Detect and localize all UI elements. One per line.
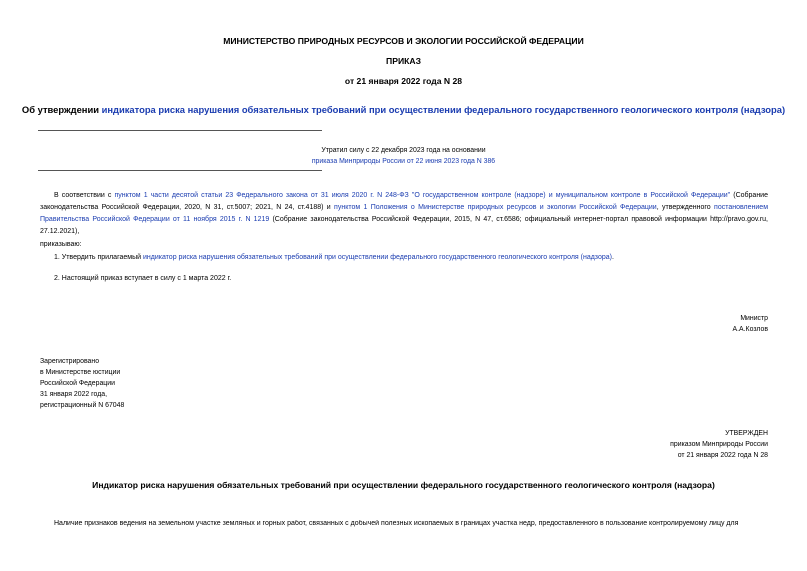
- preamble-paragraph: [40, 190, 768, 238]
- preamble-text: (Собрание законодательства Российской Федерации, 2020, N 31, ст.5007; 2021, N 24, ст.4188) и: [40, 192, 768, 211]
- doc-type: ПРИКАЗ: [386, 56, 421, 66]
- preamble-text: В соответствии с: [54, 192, 115, 199]
- registration-line: регистрационный N 67048: [40, 402, 125, 409]
- approved-block: [560, 428, 768, 461]
- signature-position: Министр: [740, 315, 768, 322]
- item-text: 1. Утвердить прилагаемый: [54, 254, 143, 261]
- approved-line: от 21 января 2022 года N 28: [677, 452, 768, 459]
- divider-bottom: [38, 170, 322, 171]
- registration-line: 31 января 2022 года,: [40, 391, 107, 398]
- resolution-link[interactable]: постановлением Правительства Российской Федерации от 11 ноября 2015 г. N 1219: [40, 204, 769, 223]
- approved-line: УТВЕРЖДЕН: [725, 430, 768, 437]
- registration-block: [40, 356, 124, 411]
- preamble-text: (Собрание законодательства Российской Федерации, 2015, N 47, ст.6586; официальный интернет-портал правовой информации http://pravo.gov.ru, 27.12.2021),: [40, 216, 768, 235]
- regulation-link[interactable]: пунктом 1 Положения о Министерстве природных ресурсов и экологии Российской Федерации: [334, 204, 657, 211]
- order-item-2: 2. Настоящий приказ вступает в силу с 1 марта 2022 г.: [54, 275, 232, 282]
- doc-title-prefix: Об утверждении: [21, 104, 102, 115]
- order-word: приказываю:: [40, 241, 82, 248]
- law-link[interactable]: пунктом 1 части десятой статьи 23 Федерального закона от 31 июля 2020 г. N 248-ФЗ "О государственном контроле (надзоре) и муниципальном контроле в Российской Федерации": [114, 192, 731, 199]
- item-text: .: [611, 254, 614, 261]
- status-note: [0, 145, 807, 167]
- approved-line: приказом Минприроды России: [670, 441, 768, 448]
- doc-title-link[interactable]: индикатора риска нарушения обязательных требований при осуществлении федерального государственного геологического контроля (надзора): [101, 104, 786, 115]
- registration-line: в Министерстве юстиции: [40, 369, 121, 376]
- order-item-1: [54, 254, 774, 261]
- signature-block: [600, 313, 768, 335]
- signature-name: А.А.Козлов: [732, 326, 768, 333]
- annex-text: Наличие признаков ведения на земельном участке земляных и горных работ, связанных с добычей полезных ископаемых в границах участка недр, предоставленного в пользование контролируемому лицу для: [54, 520, 739, 527]
- preamble-text: , утвержденного: [656, 204, 715, 211]
- registration-line: Зарегистрировано: [40, 358, 100, 365]
- annex-title: Индикатор риска нарушения обязательных требований при осуществлении федерального государственного геологического контроля (надзора): [92, 480, 715, 490]
- ministry-name: МИНИСТЕРСТВО ПРИРОДНЫХ РЕСУРСОВ И ЭКОЛОГИИ РОССИЙСКОЙ ФЕДЕРАЦИИ: [223, 36, 584, 46]
- status-line: Утратил силу с 22 декабря 2023 года на основании: [321, 147, 486, 154]
- doc-date-number: от 21 января 2022 года N 28: [344, 76, 463, 86]
- status-link[interactable]: приказа Минприроды России от 22 июня 2023 года N 386: [311, 158, 496, 165]
- doc-title: [0, 104, 807, 115]
- divider-top: [38, 130, 322, 131]
- indicator-link[interactable]: индикатор риска нарушения обязательных требований при осуществлении федерального государственного геологического контроля (надзора): [142, 254, 612, 261]
- registration-line: Российской Федерации: [40, 380, 115, 387]
